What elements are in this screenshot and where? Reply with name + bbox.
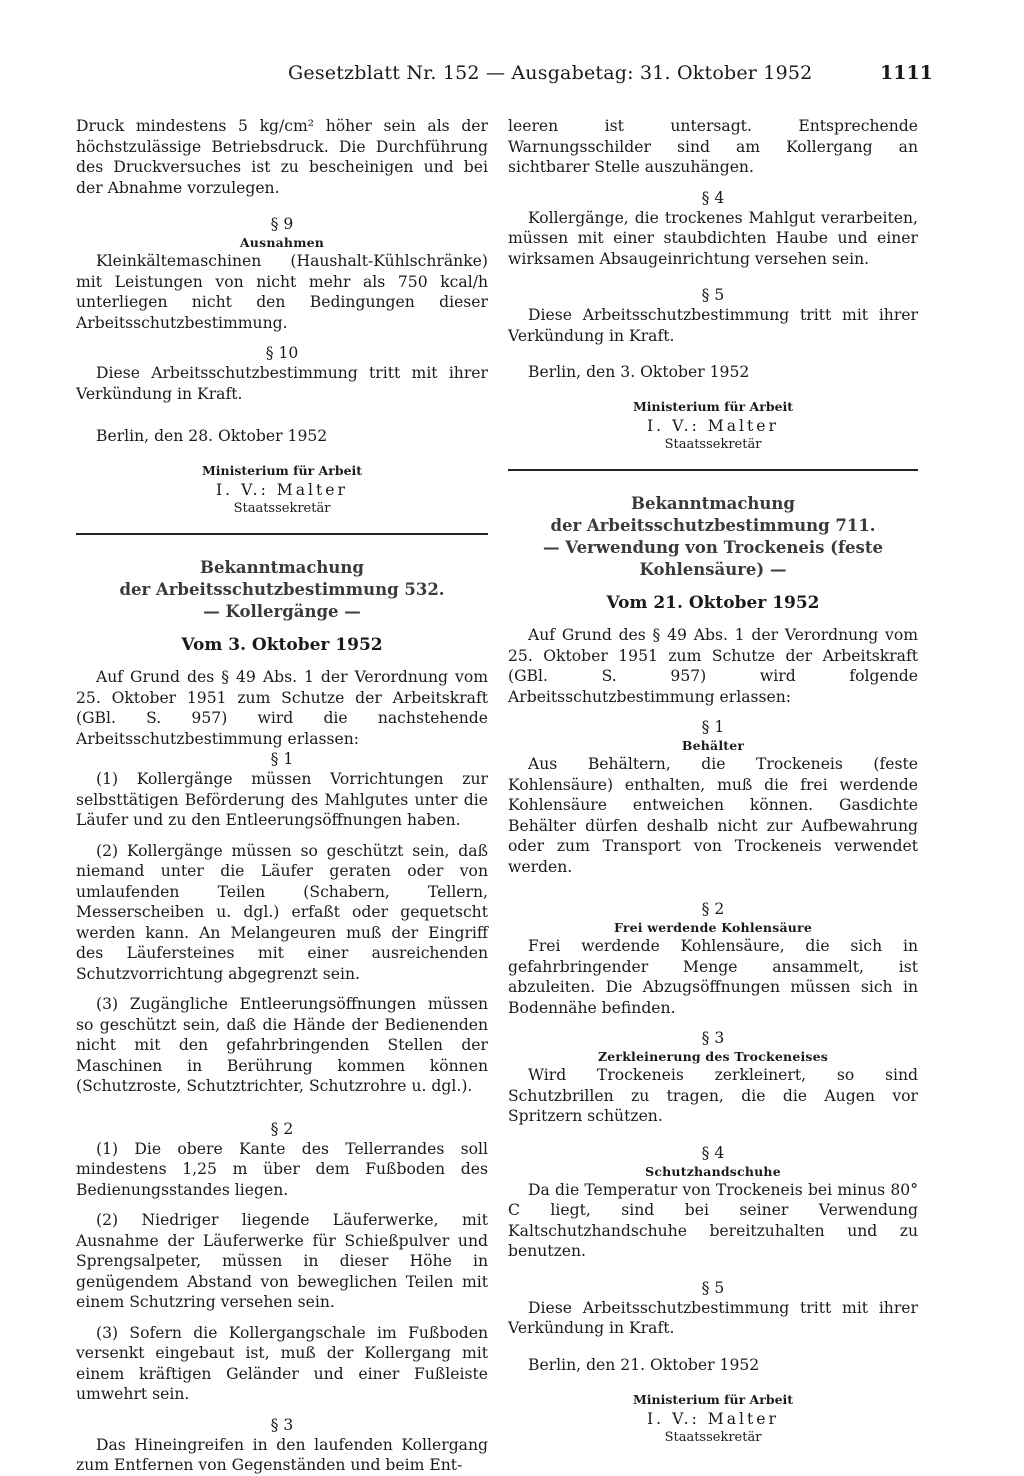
section-number: § 9 bbox=[270, 215, 294, 233]
preamble: Auf Grund des § 49 Abs. 1 der Verordnung vom 25. Oktober 1951 zum Schutze der Arbeitskraft (GBl. S. 957) wird folgende Arbeitsschutzbestimmung erlassen: bbox=[508, 626, 918, 706]
notice-subtitle: Kohlensäure) — bbox=[639, 560, 787, 579]
paragraph: (1) Die obere Kante des Tellerrandes soll mindestens 1,25 m über dem Fußboden des Bedienungsstandes liegen. bbox=[76, 1139, 488, 1199]
right-column bbox=[508, 116, 918, 1446]
paragraph: Das Hineingreifen in den laufenden Kollergang zum Entfernen von Gegenständen und beim Ent- bbox=[76, 1435, 488, 1474]
paragraph: Da die Temperatur von Trockeneis bei minus 80° C liegt, sind bei seiner Verwendung Kaltschutzhandschuhe bereitzuhalten und zu benutzen. bbox=[508, 1180, 918, 1260]
signature-name: I. V.: Malter bbox=[647, 1409, 779, 1428]
section-text: Diese Arbeitsschutzbestimmung tritt mit ihrer Verkündung in Kraft. bbox=[508, 306, 918, 345]
section-heading: Zerkleinerung des Trockeneises bbox=[597, 1049, 829, 1064]
page-header bbox=[0, 62, 1024, 90]
notice-title: Bekanntmachung bbox=[631, 494, 795, 513]
section-heading: Frei werdende Kohlensäure bbox=[614, 920, 812, 935]
section-text: Kollergänge, die trockenes Mahlgut verarbeiten, müssen mit einer staubdichten Haube und einer wirksamen Absaugeinrichtung versehen sein. bbox=[508, 208, 918, 268]
paragraph: Aus Behältern, die Trockeneis (feste Kohlensäure) enthalten, muß die frei werdende Kohlensäure entweichen können. Gasdichte Behälter dürfen deshalb nicht zur Aufbewahrung oder zum Transport von Trockeneis verwendet werden. bbox=[508, 755, 918, 876]
signature-role: Staatssekretär bbox=[233, 501, 331, 516]
notice-date: Vom 21. Oktober 1952 bbox=[606, 593, 820, 613]
notice-date: Vom 3. Oktober 1952 bbox=[181, 635, 383, 655]
notice-title: der Arbeitsschutzbestimmung 711. bbox=[550, 516, 876, 535]
section-number: § 5 bbox=[701, 1278, 725, 1297]
paragraph: (2) Kollergänge müssen so geschützt sein, daß niemand unter die Läufer geraten oder von umlaufenden Teilen (Schabern, Tellern, Messerscheiben u. dgl.) erfaßt oder gequetscht werden kann. An Melangeuren muß der Eingriff des Läufersteines mit einer ausreichenden Schutzvorrichtung abgegrenzt sein. bbox=[76, 841, 488, 983]
section-number: § 5 bbox=[701, 286, 725, 304]
paragraph: Wird Trockeneis zerkleinert, so sind Schutzbrillen zu tragen, die die Augen vor Spritzern schützen. bbox=[508, 1066, 918, 1125]
notice-title: der Arbeitsschutzbestimmung 532. bbox=[119, 580, 445, 599]
header-title: Gesetzblatt Nr. 152 — Ausgabetag: 31. Oktober 1952 bbox=[288, 62, 813, 84]
section-text: Diese Arbeitsschutzbestimmung tritt mit ihrer Verkündung in Kraft. bbox=[76, 364, 488, 403]
signature-name: I. V.: Malter bbox=[216, 481, 348, 499]
section-number: § 3 bbox=[270, 1415, 294, 1434]
signature-block bbox=[508, 398, 918, 453]
signature-block bbox=[508, 1391, 918, 1446]
signature-name: I. V.: Malter bbox=[647, 417, 779, 435]
section-heading: Ausnahmen bbox=[239, 235, 325, 250]
signature-ministry: Ministerium für Arbeit bbox=[632, 399, 794, 414]
signature-block bbox=[76, 462, 488, 517]
section-number: § 4 bbox=[701, 188, 725, 207]
notice-subtitle: — Kollergänge — bbox=[203, 602, 361, 621]
section-heading: Behälter bbox=[681, 738, 745, 753]
section-number: § 10 bbox=[265, 344, 299, 362]
section-number: § 1 bbox=[270, 750, 294, 768]
section-number: § 4 bbox=[701, 1143, 725, 1162]
left-column bbox=[76, 116, 488, 1476]
signature-ministry: Ministerium für Arbeit bbox=[201, 463, 363, 478]
signature-role: Staatssekretär bbox=[664, 1429, 762, 1445]
continued-paragraph: leeren ist untersagt. Entsprechende Warnungsschilder sind am Kollergang an sichtbarer Stelle auszuhängen. bbox=[508, 117, 918, 176]
page-number: 1111 bbox=[880, 62, 933, 84]
notice-title: Bekanntmachung bbox=[200, 558, 364, 577]
section-text: Kleinkältemaschinen (Haushalt-Kühlschränke) mit Leistungen von nicht mehr als 750 kcal/h unterliegen nicht den Bedingungen dieser Arbeitsschutzbestimmung. bbox=[76, 252, 488, 332]
paragraph: Frei werdende Kohlensäure, die sich in gefahrbringender Menge ansammelt, ist abzuleiten. Die Abzugsöffnungen müssen sich in Bodennähe befinden. bbox=[508, 937, 918, 1017]
section-heading: Schutzhandschuhe bbox=[645, 1163, 781, 1179]
paragraph: (2) Niedriger liegende Läuferwerke, mit Ausnahme der Läuferwerke für Schießpulver und Sprengsalpeter, müssen in dieser Höhe in genügendem Abstand von beweglichen Teilen mit einem Schutzring versehen sein. bbox=[76, 1211, 488, 1311]
city-date: Berlin, den 28. Oktober 1952 bbox=[96, 427, 328, 445]
paragraph: Diese Arbeitsschutzbestimmung tritt mit ihrer Verkündung in Kraft. bbox=[508, 1298, 918, 1337]
city-date: Berlin, den 21. Oktober 1952 bbox=[528, 1355, 760, 1374]
section-number: § 1 bbox=[701, 718, 725, 736]
preamble: Auf Grund des § 49 Abs. 1 der Verordnung vom 25. Oktober 1951 zum Schutze der Arbeitskraft (GBl. S. 957) wird die nachstehende Arbeitsschutzbestimmung erlassen: bbox=[76, 668, 488, 748]
paragraph: (1) Kollergänge müssen Vorrichtungen zur selbsttätigen Beförderung des Mahlgutes unter die Läufer und zu den Entleerungsöffnungen haben. bbox=[76, 770, 488, 829]
paragraph: (3) Sofern die Kollergangschale im Fußboden versenkt eingebaut ist, muß der Kollergang mit einem kräftigen Geländer und einer Fußleiste umwehrt sein. bbox=[76, 1323, 488, 1403]
section-number: § 3 bbox=[701, 1029, 725, 1047]
city-date: Berlin, den 3. Oktober 1952 bbox=[528, 363, 750, 381]
section-number: § 2 bbox=[701, 900, 725, 918]
paragraph: (3) Zugängliche Entleerungsöffnungen müssen so geschützt sein, daß die Hände der Bedienenden nicht mit den gefahrbringenden Stellen der Maschinen in Berührung kommen können (Schutzroste, Schutztrichter, Schutzrohre u. dgl.). bbox=[76, 995, 488, 1095]
notice-subtitle: — Verwendung von Trockeneis (feste bbox=[543, 538, 883, 557]
continued-paragraph: Druck mindestens 5 kg/cm² höher sein als der höchstzulässige Betriebsdruck. Die Durchführung des Druckversuches ist zu bescheinigen und bei der Abnahme vorzulegen. bbox=[76, 117, 488, 197]
signature-role: Staatssekretär bbox=[664, 437, 762, 452]
section-number: § 2 bbox=[270, 1119, 294, 1138]
signature-ministry: Ministerium für Arbeit bbox=[632, 1391, 794, 1407]
